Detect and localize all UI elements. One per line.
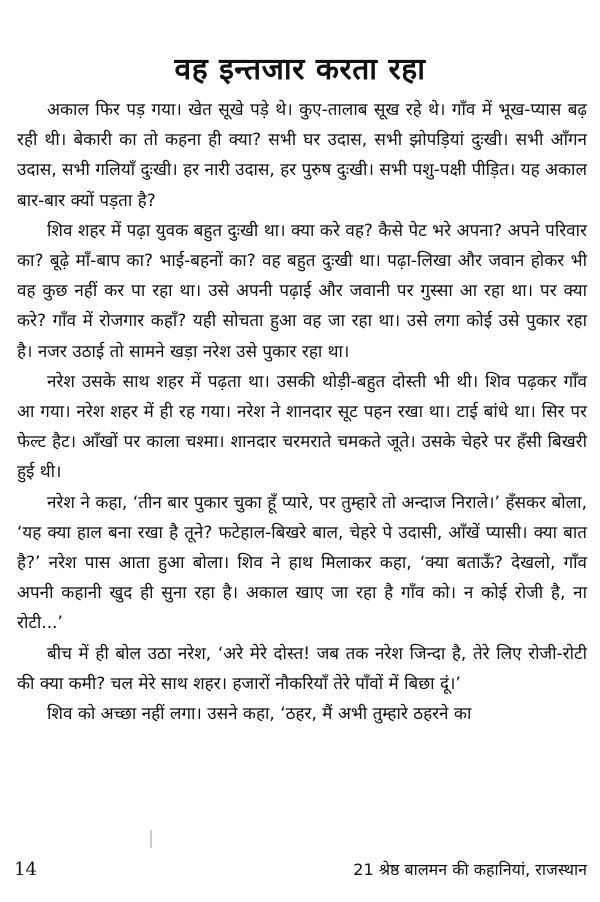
- paragraph: शिव शहर में पढ़ा युवक बहुत दुःखी था। क्या करे वह? कैसे पेट भरे अपना? अपने परिवार का? बूढ़े माँ-बाप का? भाई-बहनों का? वह बहुत दुःखी था। पढ़ा-लिखा और जवान होकर भी वह कुछ नहीं कर पा रहा था। उसे अपनी पढ़ाई और जवानी पर गुस्सा आ रहा था। पर क्या करे? गाँव में रोजगार कहाँ? यही सोचता हुआ वह जा रहा था। उसे लगा कोई उसे पुकार रहा है। नजर उठाई तो सामने खड़ा नरेश उसे पुकार रहा था।: [17, 220, 587, 362]
- paragraph: बीच में ही बोल उठा नरेश, ‘अरे मेरे दोस्त! जब तक नरेश जिन्दा है, तेरे लिए रोजी-रोटी की क्या कमी? चल मेरे साथ शहर। हजारों नौकरियाँ तेरे पाँवों में बिछा दूं।’: [17, 643, 587, 694]
- page-number: 14: [14, 859, 37, 880]
- paragraph: अकाल फिर पड़ गया। खेत सूखे पड़े थे। कुए-तालाब सूख रहे थे। गाँव में भूख-प्यास बढ़ रही थी। बेकारी का तो कहना ही क्या? सभी घर उदास, सभी झोपड़ियां दुःखी। सभी आँगन उदास, सभी गलियाँ दुःखी। हर नारी उदास, हर पुरुष दुःखी। सभी पशु-पक्षी पीड़ित। यह अकाल बार-बार क्यों पड़ता है?: [17, 100, 587, 211]
- paragraph: शिव को अच्छा नहीं लगा। उसने कहा, ‘ठहर, मैं अभी तुम्हारे ठहरने का: [47, 704, 472, 725]
- story-body: [17, 95, 587, 729]
- scan-mark: [150, 830, 152, 848]
- book-title-footer: 21 श्रेष्ठ बालमन की कहानियां, राजस्थान: [353, 860, 587, 879]
- story-title: वह इन्तजार करता रहा: [174, 52, 426, 88]
- paragraph: नरेश ने कहा, ‘तीन बार पुकार चुका हूँ प्यारे, पर तुम्हारे तो अन्दाज निराले।’ हँसकर बोला, ‘यह क्या हाल बना रखा है तूने? फटेहाल-बिखरे बाल, चेहरे पे उदासी, आँखें प्यासी। क्या बात है?’ नरेश पास आता हुआ बोला। शिव ने हाथ मिलाकर कहा, ‘क्या बताऊँ? देखलो, गाँव अपनी कहानी खुद ही सुना रहा है। अकाल खाए जा रहा है गाँव को। न कोई रोजी है, ना रोटी...’: [17, 492, 587, 634]
- paragraph: नरेश उसके साथ शहर में पढ़ता था। उसकी थोड़ी-बहुत दोस्ती भी थी। शिव पढ़कर गाँव आ गया। नरेश शहर में ही रह गया। नरेश ने शानदार सूट पहन रखा था। टाई बांधे था। सिर पर फेल्ट हैट। आँखों पर काला चश्मा। शानदार चरमराते चमकते जूते। उसके चेहरे पर हँसी बिखरी हुई थी।: [17, 371, 587, 483]
